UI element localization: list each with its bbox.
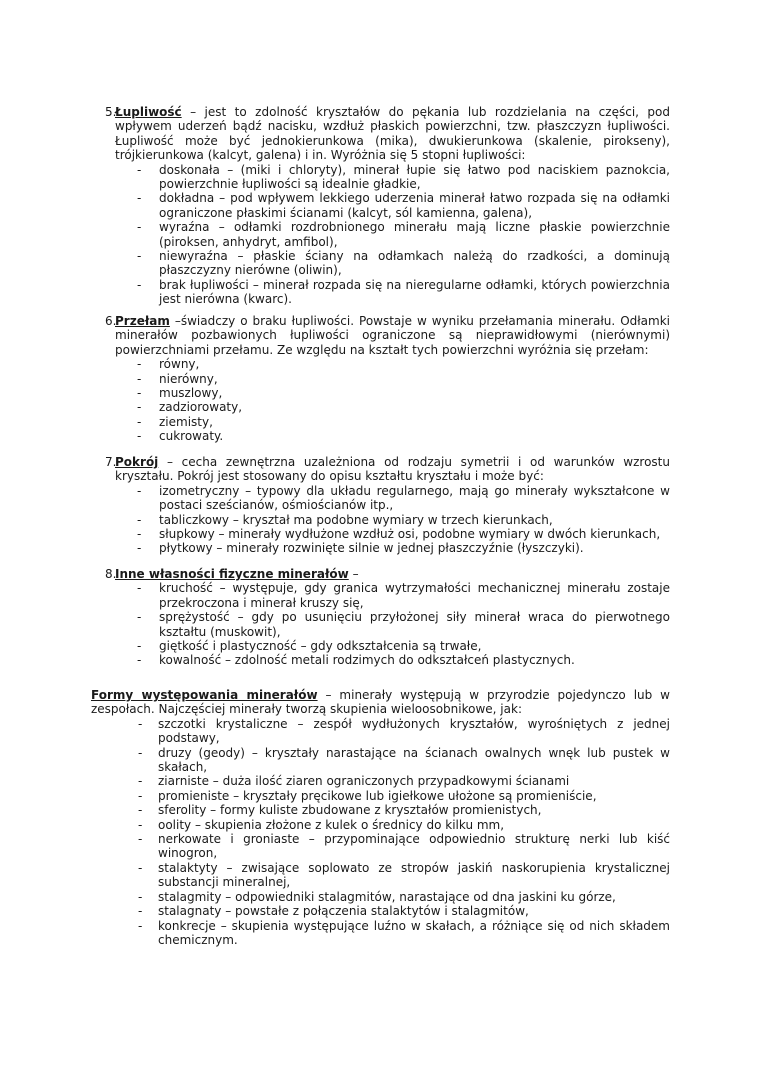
list-item-text: stalagnaty – powstałe z połączenia stalaktytów i stalagmitów, — [158, 904, 529, 919]
dash-bullet: - — [137, 400, 142, 415]
list-item-text: nerkowate i groniaste – przypominające odpowiednio strukturę nerki lub kiść winogron, — [158, 832, 670, 861]
list-item-text: muszlowy, — [159, 386, 223, 401]
list-item — [115, 610, 670, 639]
section-text: –świadczy o braku łupliwości. Powstaje w wyniku przełamania minerału. Odłamki minerałów pozbawionych łupliwości ograniczone są nieprawidłowymi (nierównymi) powierzchniami przełamu. Ze względu na kształt tych powierzchni wyróżnia się przełam: — [115, 314, 670, 357]
section-term: Formy występowania minerałów — [91, 688, 318, 702]
list-item — [115, 191, 670, 220]
dash-bullet: - — [137, 414, 142, 429]
list-item-text: konkrecje – skupienia występujące luźno w skałach, a różniące się od nich składem chemicznym. — [158, 918, 670, 947]
section-paragraph — [115, 105, 670, 163]
section-text: – cecha zewnętrzna uzależniona od rodzaju symetrii i od warunków wzrostu kryształu. Pokrój jest stosowany do opisu kształtu kryształu i może być: — [115, 455, 670, 484]
dash-bullet: - — [137, 653, 142, 668]
dash-bullet: - — [137, 639, 142, 654]
list-item-text: druzy (geody) – kryształy narastające na ścianach owalnych wnęk lub pustek w skałach, — [158, 745, 670, 775]
dash-bullet: - — [137, 162, 142, 177]
list-item — [115, 429, 670, 443]
dash-bullet: - — [138, 889, 143, 904]
list-item-text: sprężystość – gdy po usunięciu przyłożonej siły minerał wraca do pierwotnego kształtu (muskowit), — [159, 610, 670, 639]
dash-bullet: - — [137, 512, 142, 527]
list-item — [115, 527, 670, 541]
bullet-list — [115, 581, 670, 667]
list-item-text: doskonała – (miki i chloryty), minerał łupie się łatwo pod naciskiem paznokcia, powierzchnie łupliwości są idealnie gładkie, — [159, 162, 670, 192]
dash-bullet: - — [138, 817, 143, 832]
section-fracture — [105, 314, 670, 444]
list-item — [91, 717, 670, 746]
section-term: Inne własności fizyczne minerałów — [115, 567, 349, 581]
dash-bullet: - — [138, 904, 143, 919]
dash-bullet: - — [138, 745, 143, 760]
bullet-list — [115, 163, 670, 307]
section-paragraph — [115, 314, 670, 357]
dash-bullet: - — [137, 541, 142, 556]
list-item — [115, 653, 670, 667]
list-item — [115, 541, 670, 555]
list-item — [91, 803, 670, 817]
list-item-text: dokładna – pod wpływem lekkiego uderzenia minerał łatwo rozpada się na odłamki ograniczone płaskimi ścianami (kalcyt, sól kamienna, galena), — [159, 191, 670, 220]
dash-bullet: - — [137, 386, 142, 401]
dash-bullet: - — [137, 429, 142, 444]
list-item — [115, 220, 670, 249]
list-item-text: równy, — [159, 357, 200, 372]
dash-bullet: - — [138, 716, 143, 731]
list-item — [115, 513, 670, 527]
section-paragraph — [115, 567, 670, 581]
section-cleavage — [105, 105, 670, 307]
bullet-list — [91, 717, 670, 948]
section-text: – jest to zdolność kryształów do pękania lub rozdzielania na części, pod wpływem uderzeń bądź nacisku, wzdłuż płaskich powierzchni, tzw. płaszczyzn łupliwości. Łupliwość może być jednokierunkowa (mika), dwukierunkowa (skalenie, pirokseny), trójkierunkowa (kalcyt, galena) i in. Wyróżnia się 5 stopni łupliwości: — [115, 105, 670, 163]
list-item — [115, 357, 670, 371]
list-item-text: promieniste – kryształy pręcikowe lub igiełkowe ułożone są promieniście, — [158, 788, 597, 803]
dash-bullet: - — [138, 788, 143, 803]
list-item — [115, 372, 670, 386]
list-item — [91, 774, 670, 788]
section-number: 6. — [105, 314, 117, 328]
list-item-text: słupkowy – minerały wydłużone wzdłuż osi, podobne wymiary w dwóch kierunkach, — [159, 527, 661, 542]
dash-bullet: - — [137, 357, 142, 372]
list-item-text: brak łupliwości – minerał rozpada się na nieregularne odłamki, których powierzchnia jest nierówna (kwarc). — [159, 277, 670, 307]
list-item-text: ziemisty, — [159, 414, 213, 429]
section-habit — [105, 455, 670, 556]
list-item — [115, 415, 670, 429]
list-item — [115, 484, 670, 513]
list-item-text: ziarniste – duża ilość ziaren ograniczonych przypadkowymi ścianami — [158, 774, 570, 789]
list-item — [115, 400, 670, 414]
list-item — [115, 249, 670, 278]
dash-bullet: - — [137, 610, 142, 625]
list-item-text: izometryczny – typowy dla układu regularnego, mają go minerały wykształcone w postaci sześcianów, ośmiościanów itp., — [159, 483, 670, 513]
list-item-text: sferolity – formy kuliste zbudowane z kryształów promienistych, — [158, 803, 542, 818]
list-item-text: oolity – skupienia złożone z kulek o średnicy do kilku mm, — [158, 817, 505, 832]
list-item-text: cukrowaty. — [159, 429, 224, 444]
list-item-text: stalagmity – odpowiedniki stalagmitów, narastające od dna jaskini ku górze, — [158, 889, 616, 904]
list-item — [115, 163, 670, 192]
list-item — [91, 832, 670, 861]
list-item-text: tabliczkowy – kryształ ma podobne wymiary w trzech kierunkach, — [159, 512, 553, 527]
dash-bullet: - — [138, 803, 143, 818]
dash-bullet: - — [137, 191, 142, 206]
list-item — [91, 919, 670, 948]
list-item-text: płytkowy – minerały rozwinięte silnie w jednej płaszczyźnie (łyszczyki). — [159, 541, 584, 556]
list-item — [115, 581, 670, 610]
list-item — [115, 639, 670, 653]
section-number: 5. — [105, 105, 117, 119]
dash-bullet: - — [137, 371, 142, 386]
list-item — [115, 386, 670, 400]
section-term: Łupliwość — [115, 105, 182, 119]
section-forms-of-occurrence — [91, 688, 670, 947]
list-item-text: stalaktyty – zwisające soplowato ze stropów jaskiń naskorupienia krystalicznej substancji mineralnej, — [158, 860, 670, 890]
section-term: Przełam — [115, 314, 170, 328]
list-item — [91, 861, 670, 890]
list-item-text: kowalność – zdolność metali rodzimych do odkształceń plastycznych. — [159, 653, 575, 668]
section-number: 7. — [105, 455, 117, 469]
section-text: – minerały występują w przyrodzie pojedynczo lub w zespołach. Najczęściej minerały tworzą skupienia wieloosobnikowe, jak: — [91, 688, 670, 717]
dash-bullet: - — [137, 527, 142, 542]
dash-bullet: - — [137, 581, 142, 596]
list-item-text: nierówny, — [159, 371, 218, 386]
dash-bullet: - — [138, 774, 143, 789]
dash-bullet: - — [137, 277, 142, 292]
list-item-text: wyraźna – odłamki rozdrobnionego minerału mają liczne płaskie powierzchnie (piroksen, anhydryt, amfibol), — [159, 220, 670, 249]
section-paragraph — [115, 455, 670, 484]
list-item-text: szczotki krystaliczne – zespół wydłużonych kryształów, wyrośniętych z jednej podstawy, — [158, 716, 670, 746]
list-item — [91, 890, 670, 904]
section-other-properties — [105, 567, 670, 668]
list-item-text: niewyraźna – płaskie ściany na odłamkach należą do rzadkości, a dominują płaszczyzny nierówne (oliwin), — [159, 249, 670, 278]
section-number: 8. — [105, 567, 117, 581]
list-item — [91, 746, 670, 775]
list-item — [91, 789, 670, 803]
list-item-text: giętkość i plastyczność – gdy odkształcenia są trwałe, — [159, 639, 482, 654]
dash-bullet: - — [137, 483, 142, 498]
dash-bullet: - — [138, 918, 143, 933]
section-paragraph — [91, 688, 670, 717]
list-item — [91, 818, 670, 832]
list-item-text: kruchość – występuje, gdy granica wytrzymałości mechanicznej minerału zostaje przekroczona i minerał kruszy się, — [159, 581, 670, 610]
dash-bullet: - — [138, 860, 143, 875]
list-item-text: zadziorowaty, — [159, 400, 243, 415]
list-item — [115, 278, 670, 307]
list-item — [91, 904, 670, 918]
bullet-list — [115, 357, 670, 443]
section-text: – — [348, 567, 359, 581]
dash-bullet: - — [138, 832, 143, 847]
section-term: Pokrój — [115, 455, 159, 469]
dash-bullet: - — [137, 220, 142, 235]
bullet-list — [115, 484, 670, 556]
dash-bullet: - — [137, 249, 142, 264]
